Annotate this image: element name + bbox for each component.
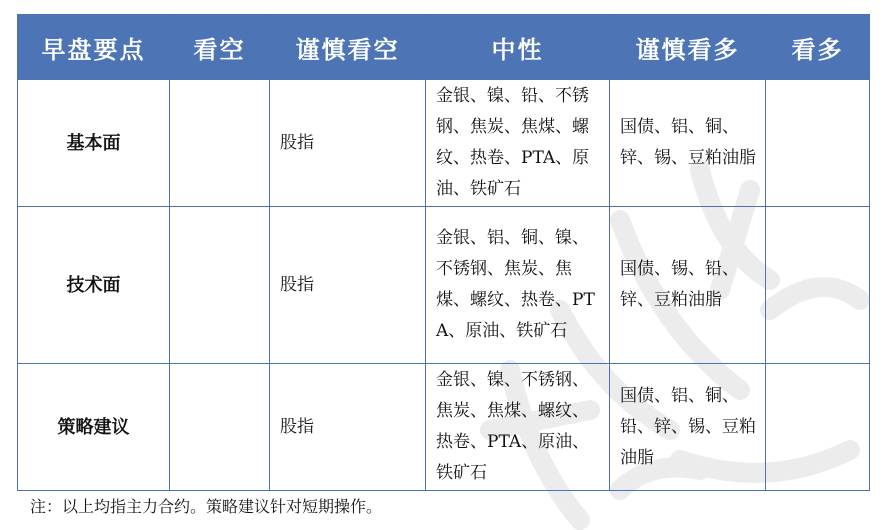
cell-neutral: 金银、镍、不锈钢、焦炭、焦煤、螺纹、热卷、PTA、原油、铁矿石	[426, 364, 610, 491]
row-label: 策略建议	[18, 364, 170, 491]
cell-cautious-bearish: 股指	[270, 80, 426, 207]
row-label: 技术面	[18, 207, 170, 364]
cell-bullish	[766, 207, 870, 364]
cell-bearish	[170, 364, 270, 491]
header-early-points: 早盘要点	[18, 15, 170, 80]
header-bearish: 看空	[170, 15, 270, 80]
cell-bearish	[170, 80, 270, 207]
outlook-table	[17, 14, 870, 491]
table-row-strategy	[18, 364, 870, 491]
header-bullish: 看多	[766, 15, 870, 80]
cell-cautious-bullish: 国债、铝、铜、铅、锌、锡、豆粕油脂	[610, 364, 766, 491]
cell-neutral: 金银、镍、铅、不锈钢、焦炭、焦煤、螺纹、热卷、PTA、原油、铁矿石	[426, 80, 610, 207]
header-cautious-bearish: 谨慎看空	[270, 15, 426, 80]
header-row	[18, 15, 870, 80]
row-label: 基本面	[18, 80, 170, 207]
cell-bearish	[170, 207, 270, 364]
cell-bullish	[766, 80, 870, 207]
cell-cautious-bearish: 股指	[270, 364, 426, 491]
table-row-technicals	[18, 207, 870, 364]
header-neutral: 中性	[426, 15, 610, 80]
header-cautious-bullish: 谨慎看多	[610, 15, 766, 80]
cell-bullish	[766, 364, 870, 491]
footnote: 注：以上均指主力合约。策略建议针对短期操作。	[30, 497, 383, 516]
cell-cautious-bullish: 国债、铝、铜、锌、锡、豆粕油脂	[610, 80, 766, 207]
cell-cautious-bullish: 国债、锡、铅、锌、豆粕油脂	[610, 207, 766, 364]
cell-cautious-bearish: 股指	[270, 207, 426, 364]
cell-neutral: 金银、铝、铜、镍、不锈钢、焦炭、焦煤、螺纹、热卷、PTA、原油、铁矿石	[426, 207, 610, 364]
table-row-fundamentals	[18, 80, 870, 207]
